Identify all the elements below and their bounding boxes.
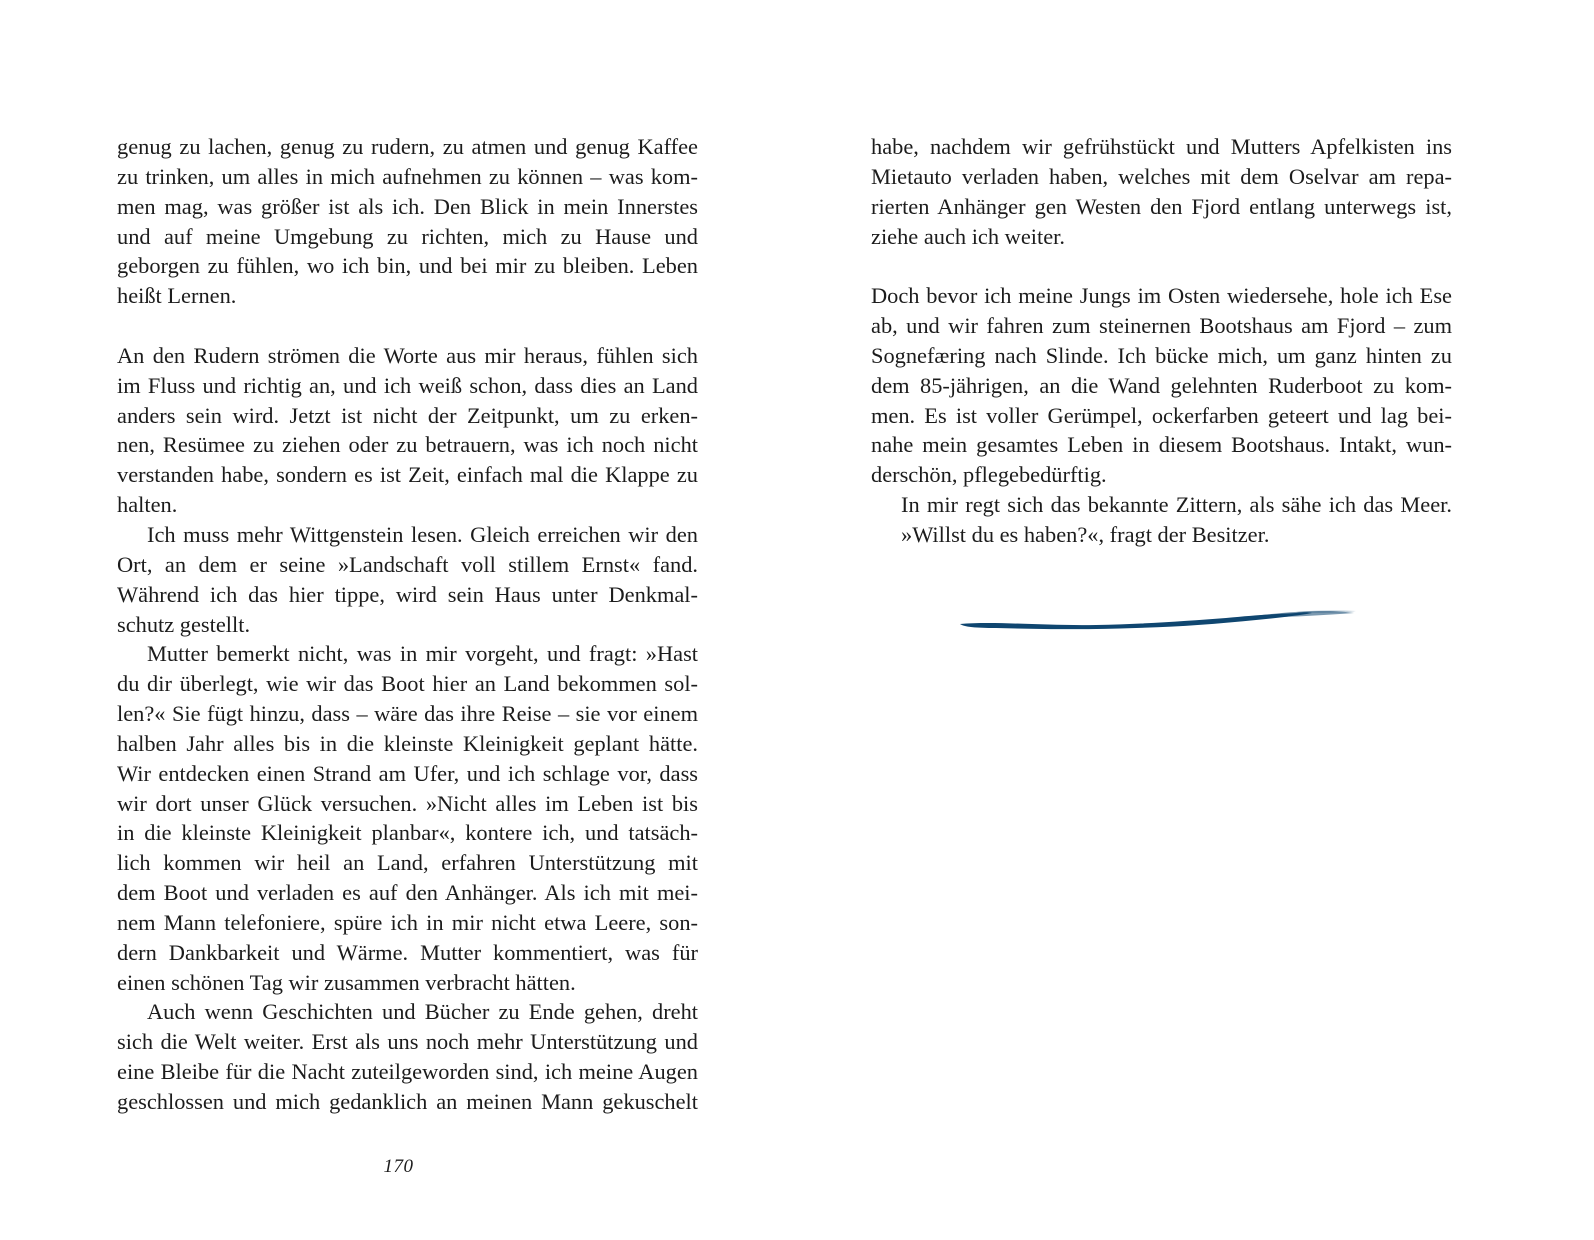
text-line: men. Es ist voller Gerümpel, ockerfarben geteert und lag bei- [871,402,1452,428]
text-line: geschlossen und mich gedanklich an meinen Mann gekuschelt [117,1089,698,1114]
page-number: 170 [383,1156,414,1177]
text-line: len?« Sie fügt hinzu, dass – wäre das ihre Reise – sie vor einem [117,701,698,727]
text-line: heißt Lernen. [117,283,237,309]
text-line: Auch wenn Geschichten und Bücher zu Ende gehen, dreht [147,999,698,1025]
text-line: An den Rudern strömen die Worte aus mir heraus, fühlen sich [117,342,698,368]
text-line: in die kleinste Kleinigkeit planbar«, kontere ich, und tatsäch- [117,820,698,846]
text-line: verstanden habe, sondern es ist Zeit, einfach mal die Klappe zu [117,462,698,488]
text-line: halben Jahr alles bis in die kleinste Kleinigkeit geplant hätte. [117,730,698,756]
text-line: dem 85-jährigen, an die Wand gelehnten Ruderboot zu kom- [871,372,1452,398]
text-line: »Willst du es haben?«, fragt der Besitzer. [901,521,1270,547]
text-line: men mag, was größer ist als ich. Den Blick in mein Innerstes [117,193,698,219]
right-page [797,0,1594,1240]
text-line: Ort, an dem er seine »Landschaft voll stillem Ernst« fand. [117,551,698,577]
text-line: Mutter bemerkt nicht, was in mir vorgeht, und fragt: »Hast [147,641,698,667]
text-line: Wir entdecken einen Strand am Ufer, und ich schlage vor, dass [117,760,698,786]
text-line: lich kommen wir heil an Land, erfahren Unterstützung mit [117,850,698,876]
brush-stroke-main [960,612,1312,629]
text-line: sich die Welt weiter. Erst als uns noch mehr Unterstützung und [117,1029,698,1055]
text-line: wir dort unser Glück versuchen. »Nicht alles im Leben ist bis [117,790,698,816]
text-line: dem Boot und verladen es auf den Anhänger. Als ich mit mei- [117,880,698,906]
left-text-column [117,132,698,1117]
text-line: habe, nachdem wir gefrühstückt und Mutters Apfelkisten ins [871,134,1452,159]
blank-line [871,251,1452,281]
text-line: halten. [117,492,178,518]
text-line: dern Dankbarkeit und Wärme. Mutter kommentiert, was für [117,939,698,965]
text-line: geborgen zu fühlen, wo ich bin, und bei mir zu bleiben. Leben [117,253,698,279]
text-line: nen, Resümee zu ziehen oder zu betrauern, was ich noch nicht [117,432,698,458]
text-line: genug zu lachen, genug zu rudern, zu atmen und genug Kaffee [117,134,698,159]
text-line: nahe mein gesamtes Leben in diesem Bootshaus. Intakt, wun- [871,432,1452,458]
text-line: schutz gestellt. [117,611,251,637]
text-line: ab, und wir fahren zum steinernen Bootshaus am Fjord – zum [871,313,1452,339]
blank-line [117,311,698,341]
text-line: derschön, pflegebedürftig. [871,462,1107,488]
text-line: Ich muss mehr Wittgenstein lesen. Gleich erreichen wir den [147,521,698,547]
right-text-column [871,132,1452,550]
text-line: Sognefæring nach Slinde. Ich bücke mich, um ganz hinten zu [871,342,1452,368]
brush-stroke-ornament [956,600,1366,640]
text-line: Doch bevor ich meine Jungs im Osten wiedersehe, hole ich Ese [871,283,1452,309]
text-line: Während ich das hier tippe, wird sein Haus unter Denkmal- [117,581,698,607]
text-line: du dir überlegt, wie wir das Boot hier an Land bekommen sol- [117,671,698,697]
text-line: einen schönen Tag wir zusammen verbracht hätten. [117,969,576,995]
text-line: rierten Anhänger gen Westen den Fjord entlang unterwegs ist, [871,193,1452,219]
text-line: und auf meine Umgebung zu richten, mich zu Hause und [117,223,698,249]
text-line: ziehe auch ich weiter. [871,223,1065,249]
text-line: zu trinken, um alles in mich aufnehmen zu können – was kom- [117,163,698,189]
text-line: nem Mann telefoniere, spüre ich in mir nicht etwa Leere, son- [117,909,698,935]
text-line: anders sein wird. Jetzt ist nicht der Zeitpunkt, um zu erken- [117,402,698,428]
text-line: In mir regt sich das bekannte Zittern, als sähe ich das Meer. [901,492,1452,518]
text-line: Mietauto verladen haben, welches mit dem Oselvar am repa- [871,163,1452,189]
text-line: eine Bleibe für die Nacht zuteilgeworden sind, ich meine Augen [117,1059,698,1085]
text-line: im Fluss und richtig an, und ich weiß schon, dass dies an Land [117,372,698,398]
